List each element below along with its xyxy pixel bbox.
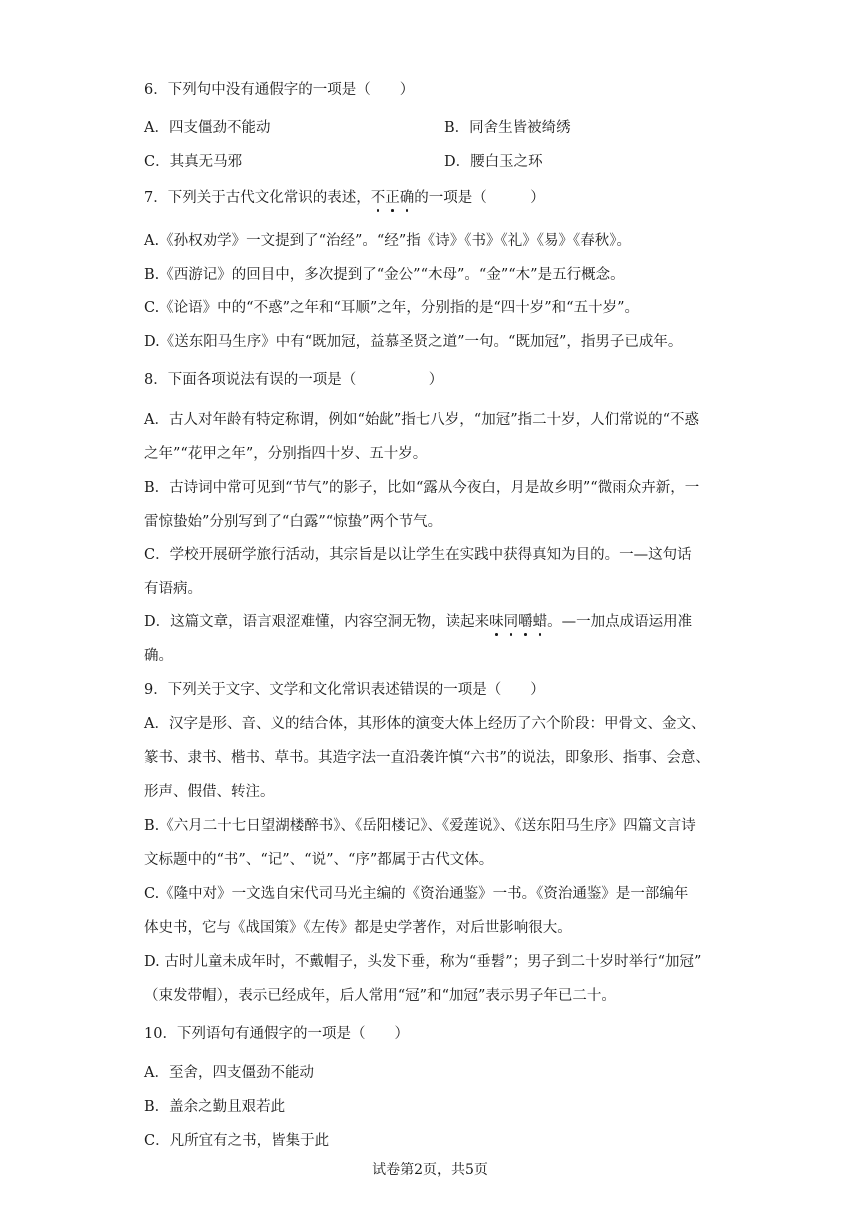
page-footer: 试卷第2页，共5页 <box>372 1162 488 1178</box>
q6-option-c: C．其真无马邪 <box>144 154 243 170</box>
emphasis-dot-char: 嚼 <box>518 614 533 630</box>
emphasis-dot-char: 蜡 <box>532 614 548 630</box>
q10-option-c: C．凡所宜有之书，皆集于此 <box>144 1133 330 1149</box>
q6-option-a: A．四支僵劲不能动 <box>144 120 271 136</box>
q9-option-c-cont: 体史书，它与《战国策》《左传》都是史学著作，对后世影响很大。 <box>144 920 572 936</box>
q8-option-d-text: 。—一加点成语运用准 <box>547 614 693 630</box>
q8-option-b: B．古诗词中常可见到“节气”的影子，比如“露从今夜白，月是故乡明”“微雨众卉新，一 <box>144 480 700 496</box>
q9-option-a: A．汉字是形、音、义的结合体，其形体的演变大体上经历了六个阶段：甲骨文、金文、 <box>144 716 706 732</box>
q6-option-b: B．同舍生皆被绮绣 <box>444 120 571 136</box>
q7-stem-text: 7．下列关于古代文化常识的表述， <box>144 190 371 206</box>
q10-option-a: A．至舍，四支僵劲不能动 <box>144 1065 314 1081</box>
q9-option-d-cont: （束发带帽），表示已经成年，后人常用“冠”和“加冠”表示男子年已二十。 <box>144 988 616 1004</box>
q8-option-a: A．古人对年龄有特定称谓，例如“始龀”指七八岁，“加冠”指二十岁，人们常说的“不惑 <box>144 412 700 428</box>
q9-option-a-cont: 篆书、隶书、楷书、草书。其造字法一直沿袭许慎“六书”的说法，即象形、指事、会意、 <box>144 750 710 766</box>
q9-option-b: B.《六月二十七日望湖楼醉书》、《岳阳楼记》、《爱莲说》、《送东阳马生序》四篇文言诗 <box>144 818 696 834</box>
q8-option-b-cont: 雷惊蛰始”分别写到了“白露”“惊蛰”两个节气。 <box>144 514 443 530</box>
emphasis-dot-char: 不 <box>370 190 386 206</box>
q8-option-d-text: D．这篇文章，语言艰涩难懂，内容空洞无物，读起来 <box>144 614 490 630</box>
q8-stem: 8．下面各项说法有误的一项是（ ） <box>144 372 444 388</box>
emphasis-dot-char: 同 <box>503 614 519 630</box>
q8-option-a-cont: 之年”“花甲之年”，分别指四十岁、五十岁。 <box>144 446 428 462</box>
emphasis-dot-char: 正 <box>385 190 400 206</box>
q7-option-b: B.《西游记》的回目中，多次提到了“金公”“木母”。“金”“木”是五行概念。 <box>144 267 625 283</box>
q6-option-d: D．腰白玉之环 <box>444 154 543 170</box>
q9-option-d: D. 古时儿童未成年时，不戴帽子，头发下垂，称为“垂髫”；男子到二十岁时举行“加冠” <box>144 954 702 970</box>
q6-stem: 6．下列句中没有通假字的一项是（ ） <box>144 82 415 98</box>
q8-option-d <box>144 612 692 632</box>
q7-stem-text: 的一项是（ ） <box>414 190 545 206</box>
q7-option-d: D.《送东阳马生序》中有“既加冠，益慕圣贤之道”一句。“既加冠”，指男子已成年。 <box>144 334 683 350</box>
q7-stem <box>144 188 545 208</box>
q7-option-a: A.《孙权劝学》一文提到了“治经”。“经”指《诗》《书》《礼》《易》《春秋》。 <box>144 233 631 249</box>
q7-option-c: C.《论语》中的“不惑”之年和“耳顺”之年，分别指的是“四十岁”和“五十岁”。 <box>144 300 639 316</box>
q10-option-b: B．盖余之勤且艰若此 <box>144 1099 286 1115</box>
emphasis-dot-char: 味 <box>489 614 504 630</box>
q10-stem: 10．下列语句有通假字的一项是（ ） <box>144 1026 409 1042</box>
q8-option-d-cont: 确。 <box>144 648 173 664</box>
q9-option-b-cont: 文标题中的“书”、“记”、“说”、“序”都属于古代文体。 <box>144 852 494 868</box>
q9-option-c: C.《隆中对》一文选自宋代司马光主编的《资治通鉴》一书。《资治通鉴》是一部编年 <box>144 886 689 902</box>
q8-option-c-cont: 有语病。 <box>144 581 202 597</box>
q8-option-c: C．学校开展研学旅行活动，其宗旨是以让学生在实践中获得真知为目的。一—这句话 <box>144 547 692 563</box>
q9-stem: 9．下列关于文字、文学和文化常识表述错误的一项是（ ） <box>144 682 545 698</box>
emphasis-dot-char: 确 <box>399 190 415 206</box>
q9-option-a-cont: 形声、假借、转注。 <box>144 784 275 800</box>
